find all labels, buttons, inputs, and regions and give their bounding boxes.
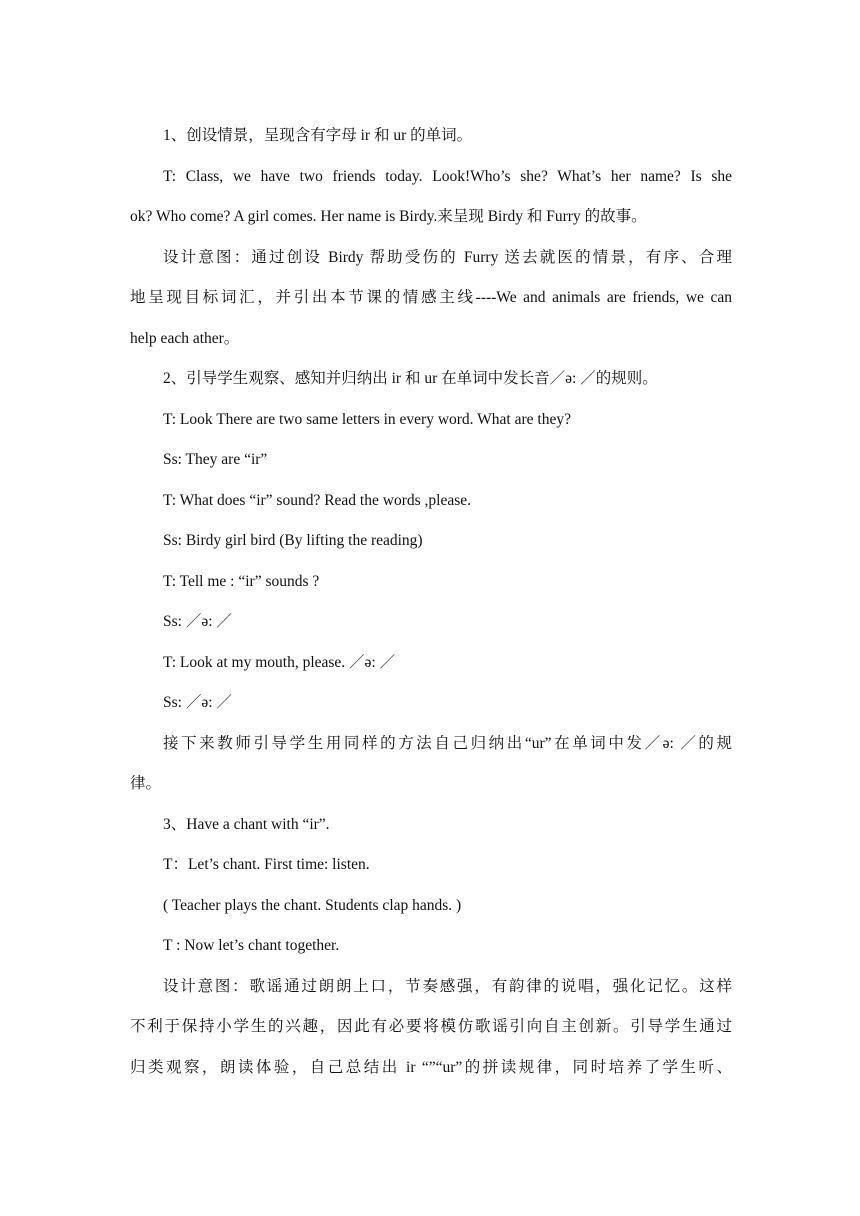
line-text: T: Class, we have two friends today. Look!Who’s she? What’s her name? Is she xyxy=(163,167,732,185)
line-text: ok? Who come? A girl comes. Her name is Birdy.来呈现 Birdy 和 Furry 的故事。 xyxy=(130,208,647,225)
paragraph-line xyxy=(130,238,732,279)
paragraph-line xyxy=(130,926,732,967)
paragraph-line xyxy=(130,724,732,765)
paragraph-line xyxy=(130,683,732,724)
paragraph-line xyxy=(130,764,732,805)
paragraph-line xyxy=(130,967,732,1008)
paragraph-line xyxy=(130,481,732,522)
line-text: Ss: Birdy girl bird (By lifting the reading) xyxy=(163,532,423,549)
paragraph-line xyxy=(130,157,732,198)
line-text: 地呈现目标词汇，并引出本节课的情感主线----We and animals are friends, we can xyxy=(130,289,732,306)
paragraph-line xyxy=(130,440,732,481)
line-text: Ss: ／ə: ／ xyxy=(163,613,232,630)
line-text: 3、Have a chant with “ir”. xyxy=(163,815,330,833)
line-text: 律。 xyxy=(130,775,162,792)
paragraph-line xyxy=(130,521,732,562)
line-text: 2、引导学生观察、感知并归纳出 ir 和 ur 在单词中发长音／ə: ／的规则。 xyxy=(163,370,658,387)
paragraph-line xyxy=(130,319,732,360)
line-text: Ss: They are “ir” xyxy=(163,451,268,468)
line-text: 归类观察，朗读体验，自己总结出 ir “”“ur”的拼读规律，同时培养了学生听、 xyxy=(130,1058,732,1076)
line-text: T : Now let’s chant together. xyxy=(163,937,340,954)
line-text: 设计意图：歌谣通过朗朗上口，节奏感强，有韵律的说唱，强化记忆。这样 xyxy=(163,977,732,995)
paragraph-line xyxy=(130,116,732,157)
line-text: help each ather。 xyxy=(130,329,240,347)
line-text: T：Let’s chant. First time: listen. xyxy=(163,856,370,873)
paragraph-line xyxy=(130,400,732,441)
paragraph-line xyxy=(130,1048,732,1089)
line-text: 1、创设情景，呈现含有字母 ir 和 ur 的单词。 xyxy=(163,127,473,144)
line-text: ( Teacher plays the chant. Students clap hands. ) xyxy=(163,896,462,914)
paragraph-line xyxy=(130,602,732,643)
line-text: 设计意图：通过创设 Birdy 帮助受伤的 Furry 送去就医的情景，有序、合理 xyxy=(163,248,732,266)
paragraph-line xyxy=(130,805,732,846)
line-text: T: Look at my mouth, please. ／ə: ／ xyxy=(163,653,396,671)
line-text: 不利于保持小学生的兴趣，因此有必要将模仿歌谣引向自主创新。引导学生通过 xyxy=(130,1018,732,1035)
line-text: 接下来教师引导学生用同样的方法自己归纳出“ur”在单词中发／ə: ／的规 xyxy=(163,734,732,752)
paragraph-line xyxy=(130,1007,732,1048)
line-text: T: Tell me : “ir” sounds ? xyxy=(163,572,320,590)
paragraph-line xyxy=(130,845,732,886)
line-text: T: Look There are two same letters in every word. What are they? xyxy=(163,410,571,428)
document-page xyxy=(130,116,732,1088)
line-text: T: What does “ir” sound? Read the words ,please. xyxy=(163,491,471,509)
paragraph-line xyxy=(130,562,732,603)
paragraph-line xyxy=(130,278,732,319)
paragraph-line xyxy=(130,197,732,238)
line-text: Ss: ／ə: ／ xyxy=(163,694,232,711)
paragraph-line xyxy=(130,643,732,684)
paragraph-line xyxy=(130,359,732,400)
paragraph-line xyxy=(130,886,732,927)
